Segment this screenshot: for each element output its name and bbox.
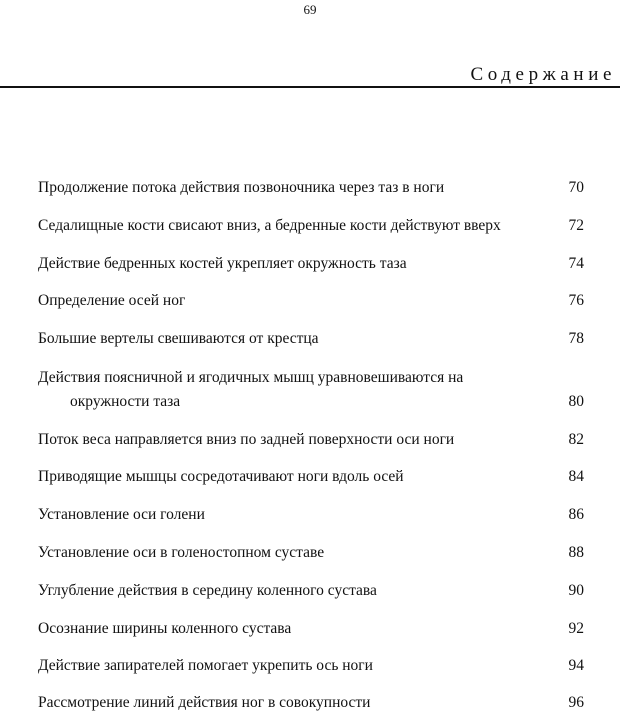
toc-entry-title: Действие запирателей помогает укрепить ось ноги	[38, 657, 373, 674]
toc-entry[interactable]	[38, 176, 584, 200]
toc-entry-page: 80	[568, 393, 584, 410]
toc-entry-page: 94	[568, 657, 584, 674]
toc-entry-title: Седалищные кости свисают вниз, а бедренные кости действуют вверх	[38, 217, 501, 234]
toc-entry-title: Осознание ширины коленного сустава	[38, 620, 292, 637]
toc-entry-title: Углубление действия в середину коленного сустава	[38, 582, 377, 599]
toc-entry-page: 88	[568, 544, 584, 561]
toc-entry-title: Определение осей ног	[38, 292, 186, 309]
toc-entry[interactable]	[38, 428, 584, 452]
toc-entry-page: 70	[568, 179, 584, 196]
toc-entry-page: 90	[568, 582, 584, 599]
toc-entry-title: Приводящие мышцы сосредотачивают ноги вдоль осей	[38, 468, 404, 485]
toc-entry-page: 74	[568, 255, 584, 272]
toc-entry[interactable]	[38, 503, 584, 527]
toc-entry-page: 84	[568, 468, 584, 485]
toc-entry[interactable]	[38, 617, 584, 641]
toc-entry-title: Большие вертелы свешиваются от крестца	[38, 330, 319, 347]
toc-entry[interactable]	[38, 327, 584, 351]
toc-entry-title: Действия поясничной и ягодичных мышц уравновешиваются на окружности таза	[38, 369, 464, 410]
toc-entry-page: 86	[568, 506, 584, 523]
toc-entry-page: 72	[568, 217, 584, 234]
toc-entry-title: Действие бедренных костей укрепляет окружность таза	[38, 255, 407, 272]
toc-entry-title: Рассмотрение линий действия ног в совокупности	[38, 694, 371, 711]
toc-entry[interactable]	[38, 252, 584, 276]
toc-entry[interactable]	[38, 691, 584, 715]
toc-entry[interactable]	[38, 289, 584, 313]
toc-entry[interactable]	[38, 465, 584, 489]
page-number: 69	[303, 2, 317, 17]
toc-entry[interactable]	[38, 541, 584, 565]
toc-entry-title: Поток веса направляется вниз по задней поверхности оси ноги	[38, 431, 455, 448]
toc-entry-title: Установление оси в голеностопном суставе	[38, 544, 325, 561]
heading-rule	[0, 86, 620, 88]
toc-entry-page: 92	[568, 620, 584, 637]
toc-entry[interactable]	[38, 366, 584, 414]
toc-entry-title: Установление оси голени	[38, 506, 205, 523]
contents-heading: Содержание	[470, 64, 616, 85]
toc-entry-page: 96	[568, 694, 584, 711]
toc-entry[interactable]	[38, 654, 584, 678]
toc-entry[interactable]	[38, 579, 584, 603]
toc-entry-page: 76	[568, 292, 584, 309]
toc-entry[interactable]	[38, 214, 584, 238]
toc-entry-page: 82	[568, 431, 584, 448]
toc-entry-page: 78	[568, 330, 584, 347]
toc-entry-title: Продолжение потока действия позвоночника через таз в ноги	[38, 179, 445, 196]
